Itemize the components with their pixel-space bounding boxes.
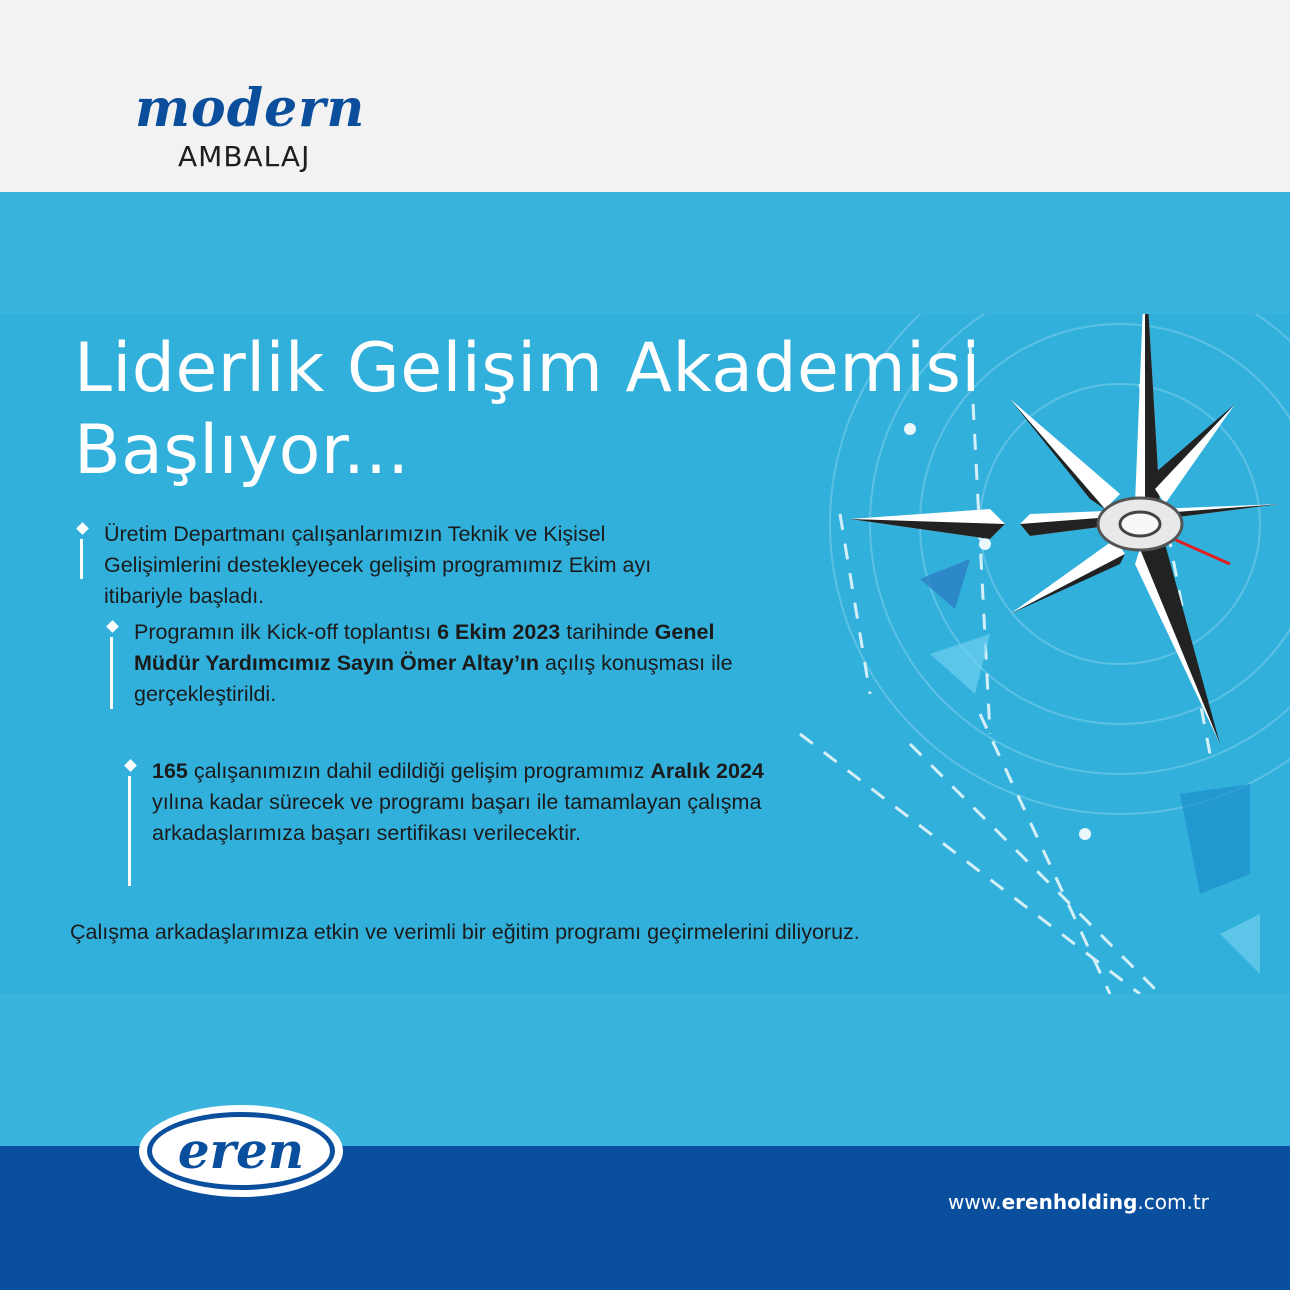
bullet-3-count: 165: [152, 759, 188, 783]
eren-logo: [136, 1102, 346, 1200]
website-prefix: www.: [948, 1190, 1002, 1214]
brand-logo-ambalaj: AMBALAJ: [178, 140, 311, 173]
eren-logo-text: eren: [177, 1121, 305, 1180]
bullet-3-date: Aralık 2024: [650, 759, 764, 783]
closing-text: Çalışma arkadaşlarımıza etkin ve verimli bir eğitim programı geçirmelerini diliyoruz.: [70, 920, 860, 944]
bullet-2-person: Genel Müdür Yardımcımız Sayın Ömer Altay’ın: [134, 620, 715, 675]
bullet-2-date: 6 Ekim 2023: [437, 620, 561, 644]
bullet-2-text-b: tarihinde: [560, 620, 655, 644]
bullet-item-3: [152, 756, 792, 849]
bullet-3-text-b: yılına kadar sürecek ve programı başarı ile tamamlayan çalışma arkadaşlarımıza başarı sertifikası verilecektir.: [152, 790, 762, 845]
bullet-2-text-a: Programın ilk Kick-off toplantısı: [134, 620, 438, 644]
website-domain: erenholding: [1001, 1190, 1138, 1214]
header: [0, 0, 1290, 192]
page-title: [74, 328, 1174, 492]
bullet-1-text: Üretim Departmanı çalışanlarımızın Teknik ve Kişisel Gelişimlerini destekleyecek gelişim programımız Ekim ayı itibariyle başladı.: [104, 522, 652, 608]
bullet-item-1: [104, 519, 724, 612]
brand-logo-modern: modern: [135, 78, 366, 139]
title-line-2: Başlıyor...: [74, 411, 410, 490]
bullet-2-text-c: açılış konuşması ile gerçekleştirildi.: [134, 651, 733, 706]
website-suffix: .com.tr: [1137, 1190, 1209, 1214]
title-line-1: Liderlik Gelişim Akademisi: [74, 329, 981, 408]
website-link[interactable]: [948, 1190, 1209, 1214]
bullet-3-text-a: çalışanımızın dahil edildiği gelişim programımız: [187, 759, 651, 783]
bullet-item-2: [134, 617, 774, 710]
